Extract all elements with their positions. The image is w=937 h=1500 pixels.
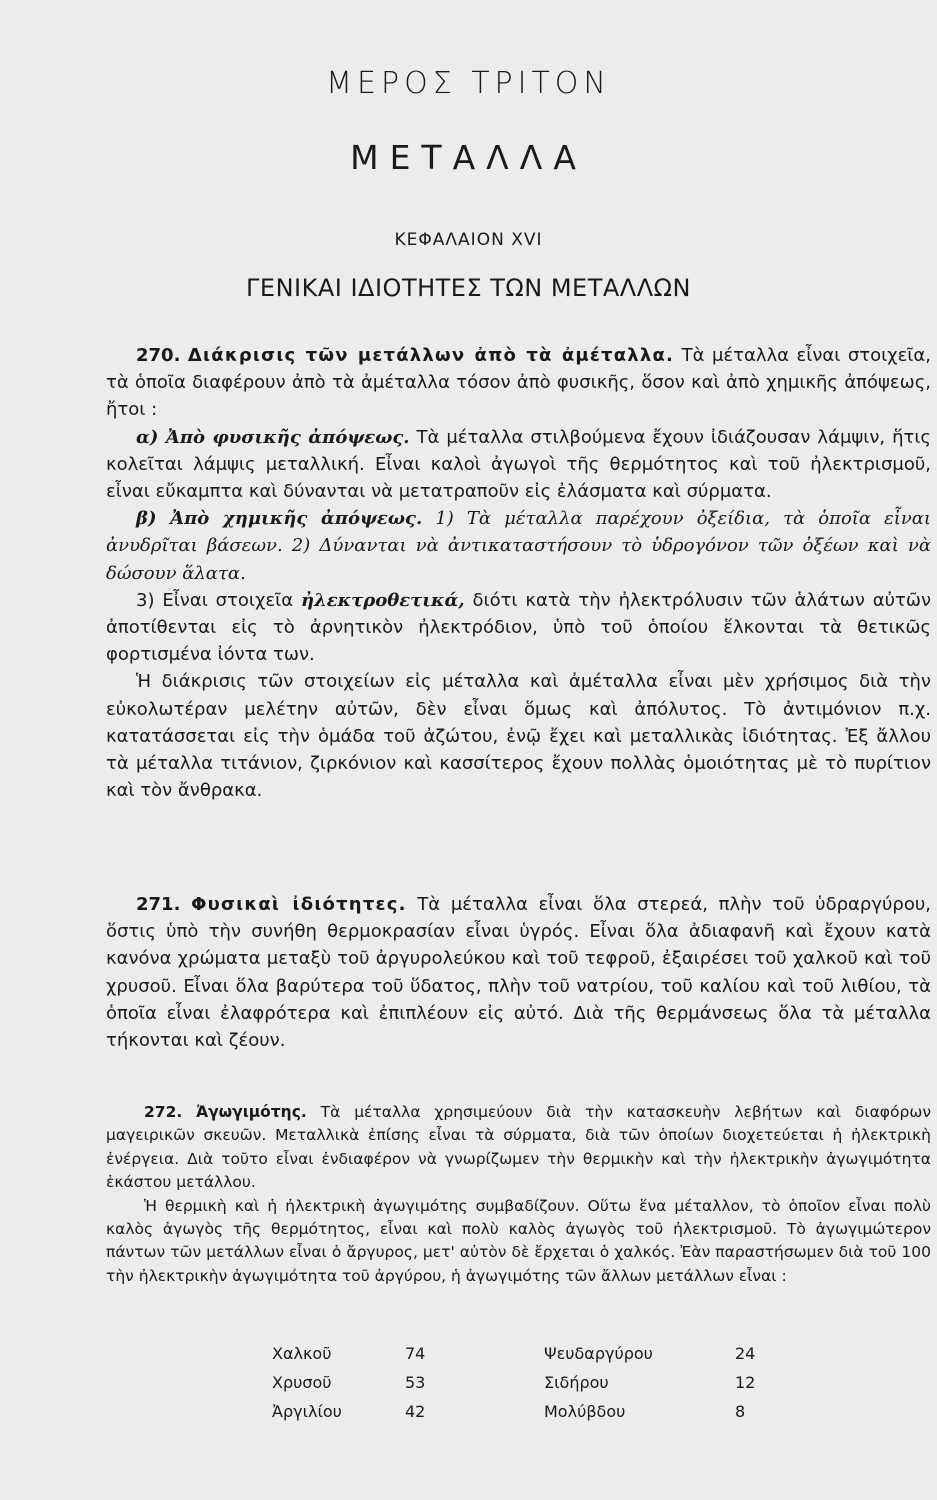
conductivity-table — [272, 1344, 792, 1431]
paragraph-text: Ἡ θερμικὴ καὶ ἡ ἠλεκτρικὴ ἀγωγιμότης συμβαδίζουν. Οὕτω ἕνα μέταλλον, τὸ ὁποῖον εἶναι πολὺ καλὸς ἀγωγὸς τῆς θερμότητος, εἶναι καὶ πολὺ καλὸς ἀγωγὸς τοῦ ἠλεκτρισμοῦ. Τὸ ἀγωγιμώτερον πάντων τῶν μετάλλων εἶναι ὁ ἄργυρος, μετ' αὐτὸν δὲ ἔρχεται ὁ χαλκός. Ἐὰν παραστήσωμεν διὰ τοῦ 100 τὴν ἠλεκτρικὴν ἀγωγιμότητα τοῦ ἀργύρου, ἡ ἀγωγιμότης τῶν ἄλλων μετάλλων εἶναι : — [106, 1196, 931, 1285]
subheading-b: β) Ἀπὸ χημικῆς ἀπόψεως. — [136, 508, 423, 530]
paragraph-270-b — [106, 505, 931, 587]
table-row — [272, 1373, 792, 1402]
conductivity-value: 53 — [405, 1373, 426, 1392]
section-number: 271. — [136, 894, 181, 915]
section-271 — [106, 891, 931, 1054]
section-number: 270. — [136, 345, 181, 366]
paragraph-text: Τὰ μέταλλα στιλβούμενα ἔχουν ἰδιάζουσαν λάμψιν, ἥτις κολεῖται λάμψις μεταλλική. Εἶναι καλοὶ ἀγωγοὶ τῆς θερμότητος καὶ τοῦ ἠλεκτρισμοῦ, εἶναι εὔκαμπτα καὶ δύνανται νὰ μετατραποῦν εἰς ἐλάσματα καὶ σύρματα. — [106, 426, 931, 503]
chapter-number: ΚΕΦΑΛΑΙΟΝ XVI — [394, 230, 543, 250]
metal-name: Χαλκοῦ — [272, 1344, 332, 1363]
paragraph-text: Ἡ διάκρισις τῶν στοιχείων εἰς μέταλλα καὶ ἀμέταλλα εἶναι μὲν χρήσιμος διὰ τὴν εὐκολωτέραν μελέτην αὐτῶν, δὲν εἶναι ὅμως καὶ ἀπόλυτος. Τὸ ἀντιμόνιον π.χ. κατατάσσεται εἰς τὴν ὁμάδα τοῦ ἀζώτου, ἐνῷ ἔχει καὶ μεταλλικὰς ἰδιότητας. Ἐξ ἄλλου τὰ μέταλλα τιτάνιον, ζιρκόνιον καὶ κασσίτερος ἔχουν πολλὰς ὁμοιότητας μὲ τὸ πυρίτιον καὶ τὸν ἄνθρακα. — [106, 671, 931, 802]
paragraph-270-c — [106, 587, 931, 669]
conductivity-value: 24 — [735, 1344, 756, 1363]
paragraph-text: Τὰ μέταλλα χρησιμεύουν διὰ τὴν κατασκευὴν λεβήτων καὶ διαφόρων μαγειρικῶν σκευῶν. Μεταλλικὰ ἐπίσης εἶναι τὰ σύρματα, διὰ τῶν ὁποίων διοχετεύεται ἡ ἠλεκτρικὴ ἐνέργεια. Διὰ τοῦτο εἶναι ἐνδιαφέρον νὰ γνωρίζωμεν τὴν θερμικὴν καὶ τὴν ἠλεκτρικὴν ἀγωγιμότητα ἑκάστου μετάλλου. — [106, 1103, 931, 1192]
section-title: ΜΕΤΑΛΛΑ — [350, 138, 587, 177]
chapter-title: ΓΕΝΙΚΑΙ ΙΔΙΟΤΗΤΕΣ ΤΩΝ ΜΕΤΑΛΛΩΝ — [246, 274, 691, 302]
part-heading: ΜΕΡΟΣ ΤΡΙΤΟΝ — [326, 66, 611, 101]
subheading-a: α) Ἀπὸ φυσικῆς ἀπόψεως. — [136, 426, 410, 448]
conductivity-value: 42 — [405, 1402, 426, 1421]
paragraph-text: διότι κατὰ τὴν ἠλεκτρόλυσιν τῶν ἁλάτων αὐτῶν ἀποτίθενται εἰς τὸ ἀρνητικὸν ἠλεκτρόδιον, ὑπὸ τοῦ ὁποίου ἕλκονται τὰ θετικῶς φορτισμένα ἰόντα των. — [106, 589, 932, 666]
conductivity-value: 12 — [735, 1373, 756, 1392]
metal-name: Μολύβδου — [544, 1402, 626, 1421]
paragraph-272-b — [106, 1195, 931, 1289]
metal-name: Σιδήρου — [544, 1373, 609, 1392]
metal-name: Χρυσοῦ — [272, 1373, 332, 1392]
metal-name: Ἀργιλίου — [272, 1402, 342, 1421]
conductivity-value: 8 — [735, 1402, 746, 1421]
section-heading: Ἀγωγιμότης. — [196, 1103, 307, 1121]
section-272 — [106, 1101, 931, 1288]
table-row — [272, 1402, 792, 1431]
term-electropositive: ἠλεκτροθετικά, — [300, 589, 465, 611]
section-number: 272. — [144, 1103, 183, 1121]
conductivity-value: 74 — [405, 1344, 426, 1363]
paragraph-text: Τὰ μέταλλα εἶναι στοιχεῖα, τὰ ὁποῖα διαφέρουν ἀπὸ τὰ ἀμέταλλα τόσον ἀπὸ φυσικῆς, ὅσον καὶ ἀπὸ χημικῆς ἀπόψεως, ἤτοι : — [106, 345, 931, 421]
paragraph-270-intro — [106, 342, 931, 424]
section-heading: Διάκρισις τῶν μετάλλων ἀπὸ τὰ ἀμέταλλα. — [187, 345, 675, 366]
metal-name: Ψευδαργύρου — [544, 1344, 653, 1363]
section-heading: Φυσικαὶ ἰδιότητες. — [191, 894, 407, 915]
section-270 — [106, 342, 931, 804]
paragraph-272-a — [106, 1101, 931, 1195]
paragraph-271 — [106, 891, 931, 1054]
paragraph-270-d — [106, 668, 931, 804]
paragraph-text: Τὰ μέταλλα εἶναι ὅλα στερεά, πλὴν τοῦ ὑδραργύρου, ὅστις ὑπὸ τὴν συνήθη θερμοκρασίαν εἶναι ὑγρός. Εἶναι ὅλα ἀδιαφανῆ καὶ ἔχουν κατὰ κανόνα χρώματα μεταξὺ τοῦ ἀργυρολεύκου καὶ τοῦ τεφροῦ, ἐξαιρέσει τοῦ χαλκοῦ καὶ τοῦ χρυσοῦ. Εἶναι ὅλα βαρύτερα τοῦ ὕδατος, πλὴν τοῦ νατρίου, τοῦ καλίου καὶ τοῦ λιθίου, τὰ ὁποῖα εἶναι ἐλαφρότερα καὶ ἐπιπλέουν εἰς αὐτό. Διὰ τῆς θερμάνσεως ὅλα τὰ μέταλλα τήκονται καὶ ζέουν. — [106, 894, 931, 1052]
paragraph-text: 1) Τὰ μέταλλα παρέχουν ὀξείδια, τὰ ὁποῖα εἶναι ἀνυδρῖται βάσεων. 2) Δύνανται νὰ ἀντικαταστήσουν τὸ ὑδρογόνον τῶν ὀξέων καὶ νὰ δώσουν ἅλατα. — [106, 508, 931, 584]
paragraph-text: 3) Εἶναι στοιχεῖα — [136, 589, 294, 611]
table-row — [272, 1344, 792, 1373]
paragraph-270-a — [106, 424, 931, 506]
